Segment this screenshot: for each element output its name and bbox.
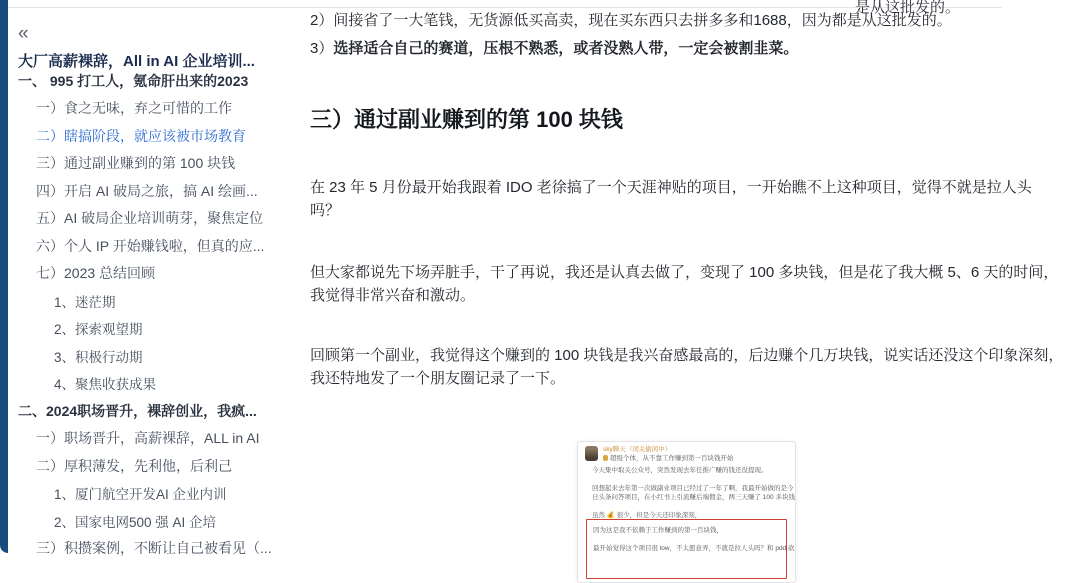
toc-item[interactable]: 四）开启 AI 破局之旅，搞 AI 绘画... bbox=[36, 182, 258, 199]
screenshot-headline bbox=[603, 454, 734, 463]
avatar bbox=[585, 446, 598, 461]
toc-item[interactable]: 4、聚焦收获成果 bbox=[54, 377, 157, 393]
toc-item[interactable]: 1、迷茫期 bbox=[54, 294, 116, 310]
toc-list bbox=[18, 67, 286, 562]
text-line: 吗？ bbox=[310, 202, 341, 219]
toc-item[interactable]: 一）职场晋升，高薪裸辞，ALL in AI bbox=[36, 430, 260, 447]
text-line: 回顾第一个副业，我觉得这个赚到的 100 块钱是我兴奋感最高的，后边赚个几万块钱，说实话还没这个印象深刻， bbox=[310, 347, 1064, 364]
toc-item[interactable]: 五）AI 破局企业培训萌芽，聚焦定位 bbox=[36, 210, 264, 227]
section-heading: 三）通过副业赚到的第 100 块钱 bbox=[310, 107, 623, 132]
text-line: 虽然 💰 很少，但是今天还印象深刻， bbox=[592, 512, 702, 519]
collapse-sidebar-button[interactable] bbox=[18, 22, 44, 46]
screenshot-headline-text: 超级个体，从不靠工作赚到第一百块钱开始 bbox=[610, 455, 734, 462]
toc-doc-title[interactable]: 大厂高薪裸辞，All in AI 企业培训... bbox=[18, 53, 255, 70]
toc-sidebar bbox=[8, 8, 290, 557]
medal-icon bbox=[603, 455, 608, 461]
toc-item[interactable]: 二）厚积薄发，先利他，后利己 bbox=[36, 457, 232, 474]
toc-item[interactable]: 六）个人 IP 开始赚钱啦，但真的应... bbox=[36, 237, 265, 254]
toc-item[interactable]: 1、厦门航空开发AI 企业内训 bbox=[54, 487, 227, 503]
red-boxed-text bbox=[593, 526, 795, 562]
list-item-3 bbox=[310, 37, 798, 60]
text-line: 我还特地发了一个朋友圈记录了一下。 bbox=[310, 370, 566, 387]
toc-item[interactable]: 二、2024职场晋升，裸辞创业，我疯... bbox=[18, 402, 257, 419]
text-line: 最开始觉得这个项目很 low，不太愿意弄，不就是拉人头吗？和 pdd 砍 bbox=[593, 545, 795, 552]
text-line: 回想起来去年第一次做副业项目已经过了一年了啊，我最开始做的是今 bbox=[592, 485, 794, 492]
text-line: 我觉得非常兴奋和激动。 bbox=[310, 287, 476, 304]
text-line: 日头条问答项目，在小红书上引流赚后端佣金，两三天赚了 100 多块钱 bbox=[592, 494, 795, 501]
paragraph bbox=[592, 484, 795, 502]
screenshot-username: sky聊天（闭关偷闲中） bbox=[603, 446, 672, 453]
toc-item[interactable]: 三）积攒案例，不断让自己被看见（... bbox=[36, 540, 272, 557]
text-line: 今天集中取关公众号，突然发现去年任推广赚的钱还没提现。 bbox=[592, 467, 768, 474]
red-annotation-box bbox=[586, 519, 795, 579]
paragraph bbox=[310, 261, 1058, 307]
text-line: 因为这是我不依赖于工作赚到的第一百块钱， bbox=[593, 527, 723, 534]
document-body bbox=[310, 0, 1080, 553]
list-item-2: 2）间接省了一大笔钱，无货源低买高卖，现在买东西只去拼多多和1688，因为都是从这批发的。 bbox=[310, 12, 952, 29]
window-edge-bar bbox=[0, 0, 8, 553]
paragraph bbox=[592, 466, 788, 475]
list-item-3-text: 选择适合自己的赛道，压根不熟悉，或者没熟人带，一定会被割韭菜。 bbox=[333, 40, 799, 57]
text-line: 在 23 年 5 月份最开始我跟着 IDO 老徐搞了一个天涯神贴的项目，一开始瞧不上这种项目，觉得不就是拉人头 bbox=[310, 179, 1032, 196]
paragraph bbox=[593, 544, 795, 553]
toc-item[interactable]: 一）食之无味，弃之可惜的工作 bbox=[36, 100, 232, 117]
paragraph bbox=[310, 344, 1063, 390]
toc-item[interactable]: 一、 995 打工人，氪命肝出来的2023 bbox=[18, 72, 249, 89]
paragraph bbox=[593, 526, 781, 535]
list-item-3-number: 3） bbox=[310, 40, 334, 57]
toc-item[interactable]: 七）2023 总结回顾 bbox=[36, 265, 156, 282]
toc-item[interactable]: 二）瞎搞阶段，就应该被市场教育 bbox=[36, 127, 246, 144]
clipped-text-fragment: 是从这批发的。 bbox=[855, 0, 961, 16]
toc-item[interactable]: 2、国家电网500 强 AI 企培 bbox=[54, 514, 217, 530]
embedded-screenshot[interactable] bbox=[577, 441, 796, 583]
toc-item[interactable]: 三）通过副业赚到的第 100 块钱 bbox=[36, 155, 236, 172]
toc-item[interactable]: 3、积极行动期 bbox=[54, 349, 143, 365]
text-line: 但大家都说先下场弄脏手，干了再说，我还是认真去做了，变现了 100 多块钱，但是花了我大概 5、6 天的时间， bbox=[310, 264, 1059, 281]
toc-item[interactable]: 2、探索观望期 bbox=[54, 322, 143, 338]
paragraph bbox=[310, 176, 1032, 222]
chevron-double-left-icon: « bbox=[18, 23, 29, 44]
